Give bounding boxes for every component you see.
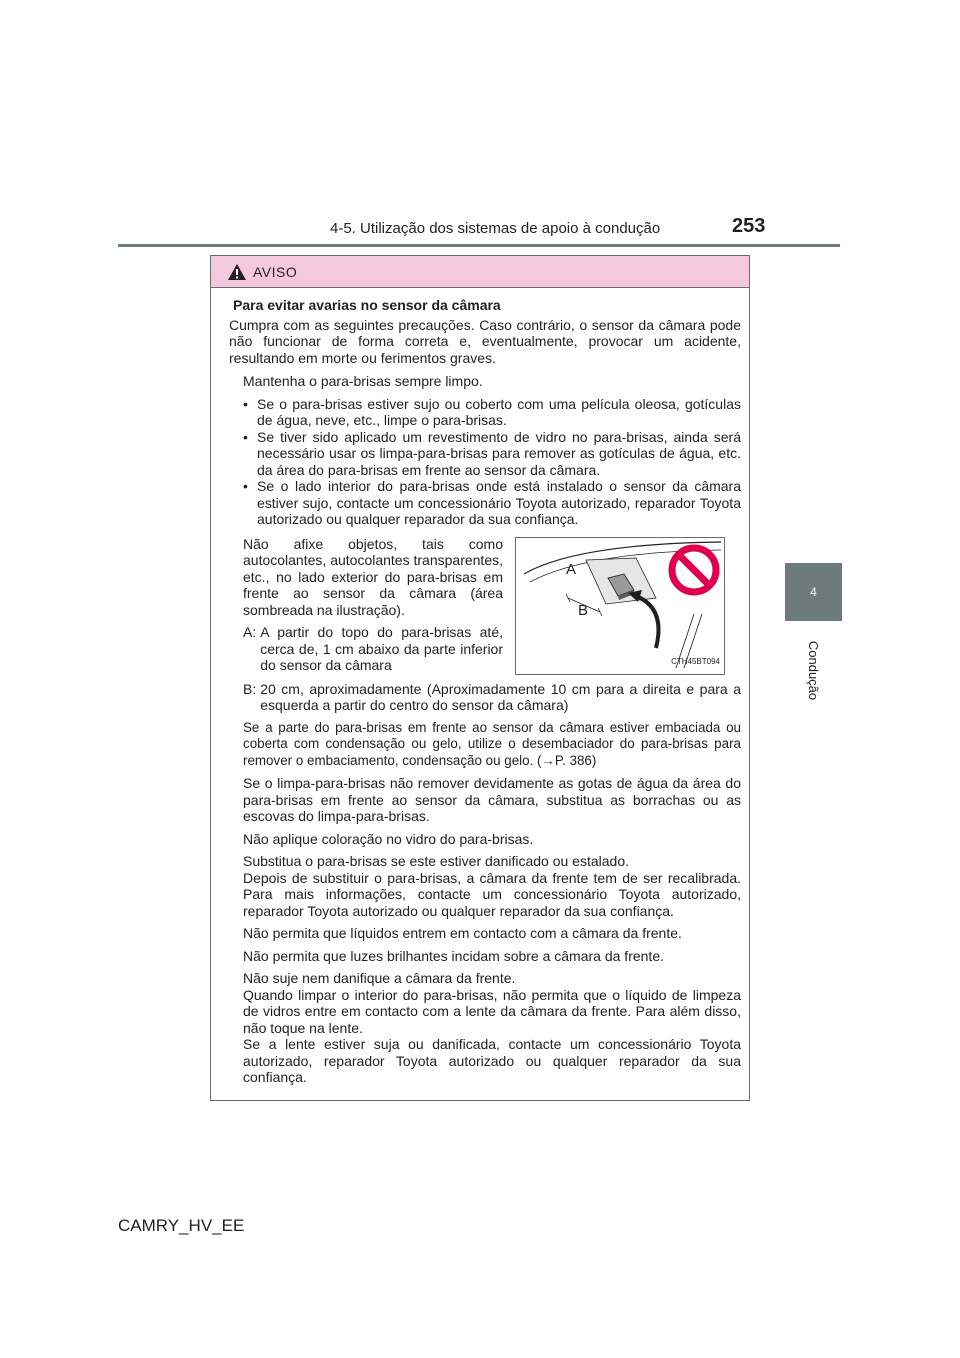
item-no-objects: Não afixe objetos, tais como autocolantes, autocolantes transparentes, etc., no lado exterior do para-brisas em frente ao sensor da câmara (área sombreada na ilustração).	[243, 535, 503, 618]
figure-row	[243, 536, 741, 675]
warning-box	[210, 255, 750, 1101]
page-number: 253	[732, 215, 766, 237]
item-replace: Substitua o para-brisas se este estiver danificado ou estalado. Depois de substituir o para-brisas, a câmara da frente tem de ser recalibrada. Para mais informações, contacte um concessionário Toyota autorizado, reparador Toyota autorizado ou qualquer reparador da sua confiança.	[243, 853, 741, 919]
figure-label-b: B	[578, 601, 589, 619]
figure-label-a: A	[566, 560, 577, 578]
definition-b-text: 20 cm, aproximadamente (Aproximadamente 10 cm para a direita e para a esquerda a partir do centro do sensor da câmara)	[260, 680, 741, 713]
section-header-title: 4-5. Utilização dos sistemas de apoio à condução	[330, 220, 661, 237]
chapter-tab-label	[780, 630, 848, 710]
warning-body	[211, 288, 749, 1086]
item-liquids: Não permita que líquidos entrem em contacto com a câmara da frente.	[243, 925, 682, 941]
item-keep-clean: Mantenha o para-brisas sempre limpo.	[243, 373, 483, 389]
definition-b	[243, 681, 741, 714]
figure-code: CTH45BT094	[671, 657, 720, 666]
item-lights: Não permita que luzes brilhantes incidam sobre a câmara da frente.	[243, 947, 664, 964]
bullet-item: • Se o para-brisas estiver sujo ou coberto com uma película oleosa, gotículas de água, neve, etc., limpe o para-brisas.	[243, 396, 741, 429]
bullet-item: • Se o lado interior do para-brisas onde está instalado o sensor da câmara estiver sujo, contacte um concessionário Toyota autorizado, reparador Toyota autorizado ou qualquer reparador da sua confiança.	[243, 478, 741, 528]
warning-intro: Cumpra com as seguintes precauções. Caso contrário, o sensor da câmara pode não funcionar de forma correta e, eventualmente, provocar um acidente, resultando em morte ou ferimentos graves.	[229, 316, 741, 366]
cleaning-bullets	[243, 396, 741, 528]
definition-b-key: B:	[243, 680, 257, 697]
definition-a	[243, 624, 503, 674]
item-tint: Não aplique coloração no vidro do para-brisas.	[243, 830, 534, 847]
item-fogged: Se a parte do para-brisas em frente ao sensor da câmara estiver embaciada ou coberta com condensação ou gelo, utilize o desembaciador do para-brisas para remover o embaciamento, condensação ou gelo. (→P. 386)	[243, 719, 741, 768]
chapter-tab	[785, 563, 842, 621]
chapter-tab-number: 4	[810, 585, 817, 599]
warning-section-title: Para evitar avarias no sensor da câmara	[233, 297, 501, 313]
camera-area-illustration	[515, 537, 725, 675]
chapter-tab-label-text: Condução	[806, 640, 822, 700]
figure-text	[243, 536, 515, 675]
header-rule	[118, 244, 840, 247]
definition-a-key: A:	[243, 624, 257, 640]
warning-label: AVISO	[253, 263, 298, 280]
footer-model-code: CAMRY_HV_EE	[118, 1216, 245, 1235]
item-wipers: Se o limpa-para-brisas não remover devidamente as gotas de água da área do para-brisas em frente ao sensor da câmara, substitua as borrachas ou as escovas do limpa-para-brisas.	[243, 775, 741, 824]
item-damage: Não suje nem danifique a câmara da frente. Quando limpar o interior do para-brisas, não permita que o líquido de limpeza de vidros entre em contacto com a lente da câmara da frente. Para além disso, não toque na lente. Se a lente estiver suja ou danificada, contacte um concessionário Toyota autorizado, reparador Toyota autorizado ou qualquer reparador da sua confiança.	[243, 970, 741, 1085]
warning-header	[211, 256, 749, 288]
warning-triangle-icon	[227, 263, 247, 281]
definition-a-text: A partir do topo do para-brisas até, cerca de, 1 cm abaixo da parte inferior do sensor da câmara	[260, 624, 503, 673]
bullet-item: • Se tiver sido aplicado um revestimento de vidro no para-brisas, ainda será necessário usar os limpa-para-brisas para remover as gotículas de água, etc. da área do para-brisas em frente ao sensor da câmara.	[243, 429, 741, 479]
